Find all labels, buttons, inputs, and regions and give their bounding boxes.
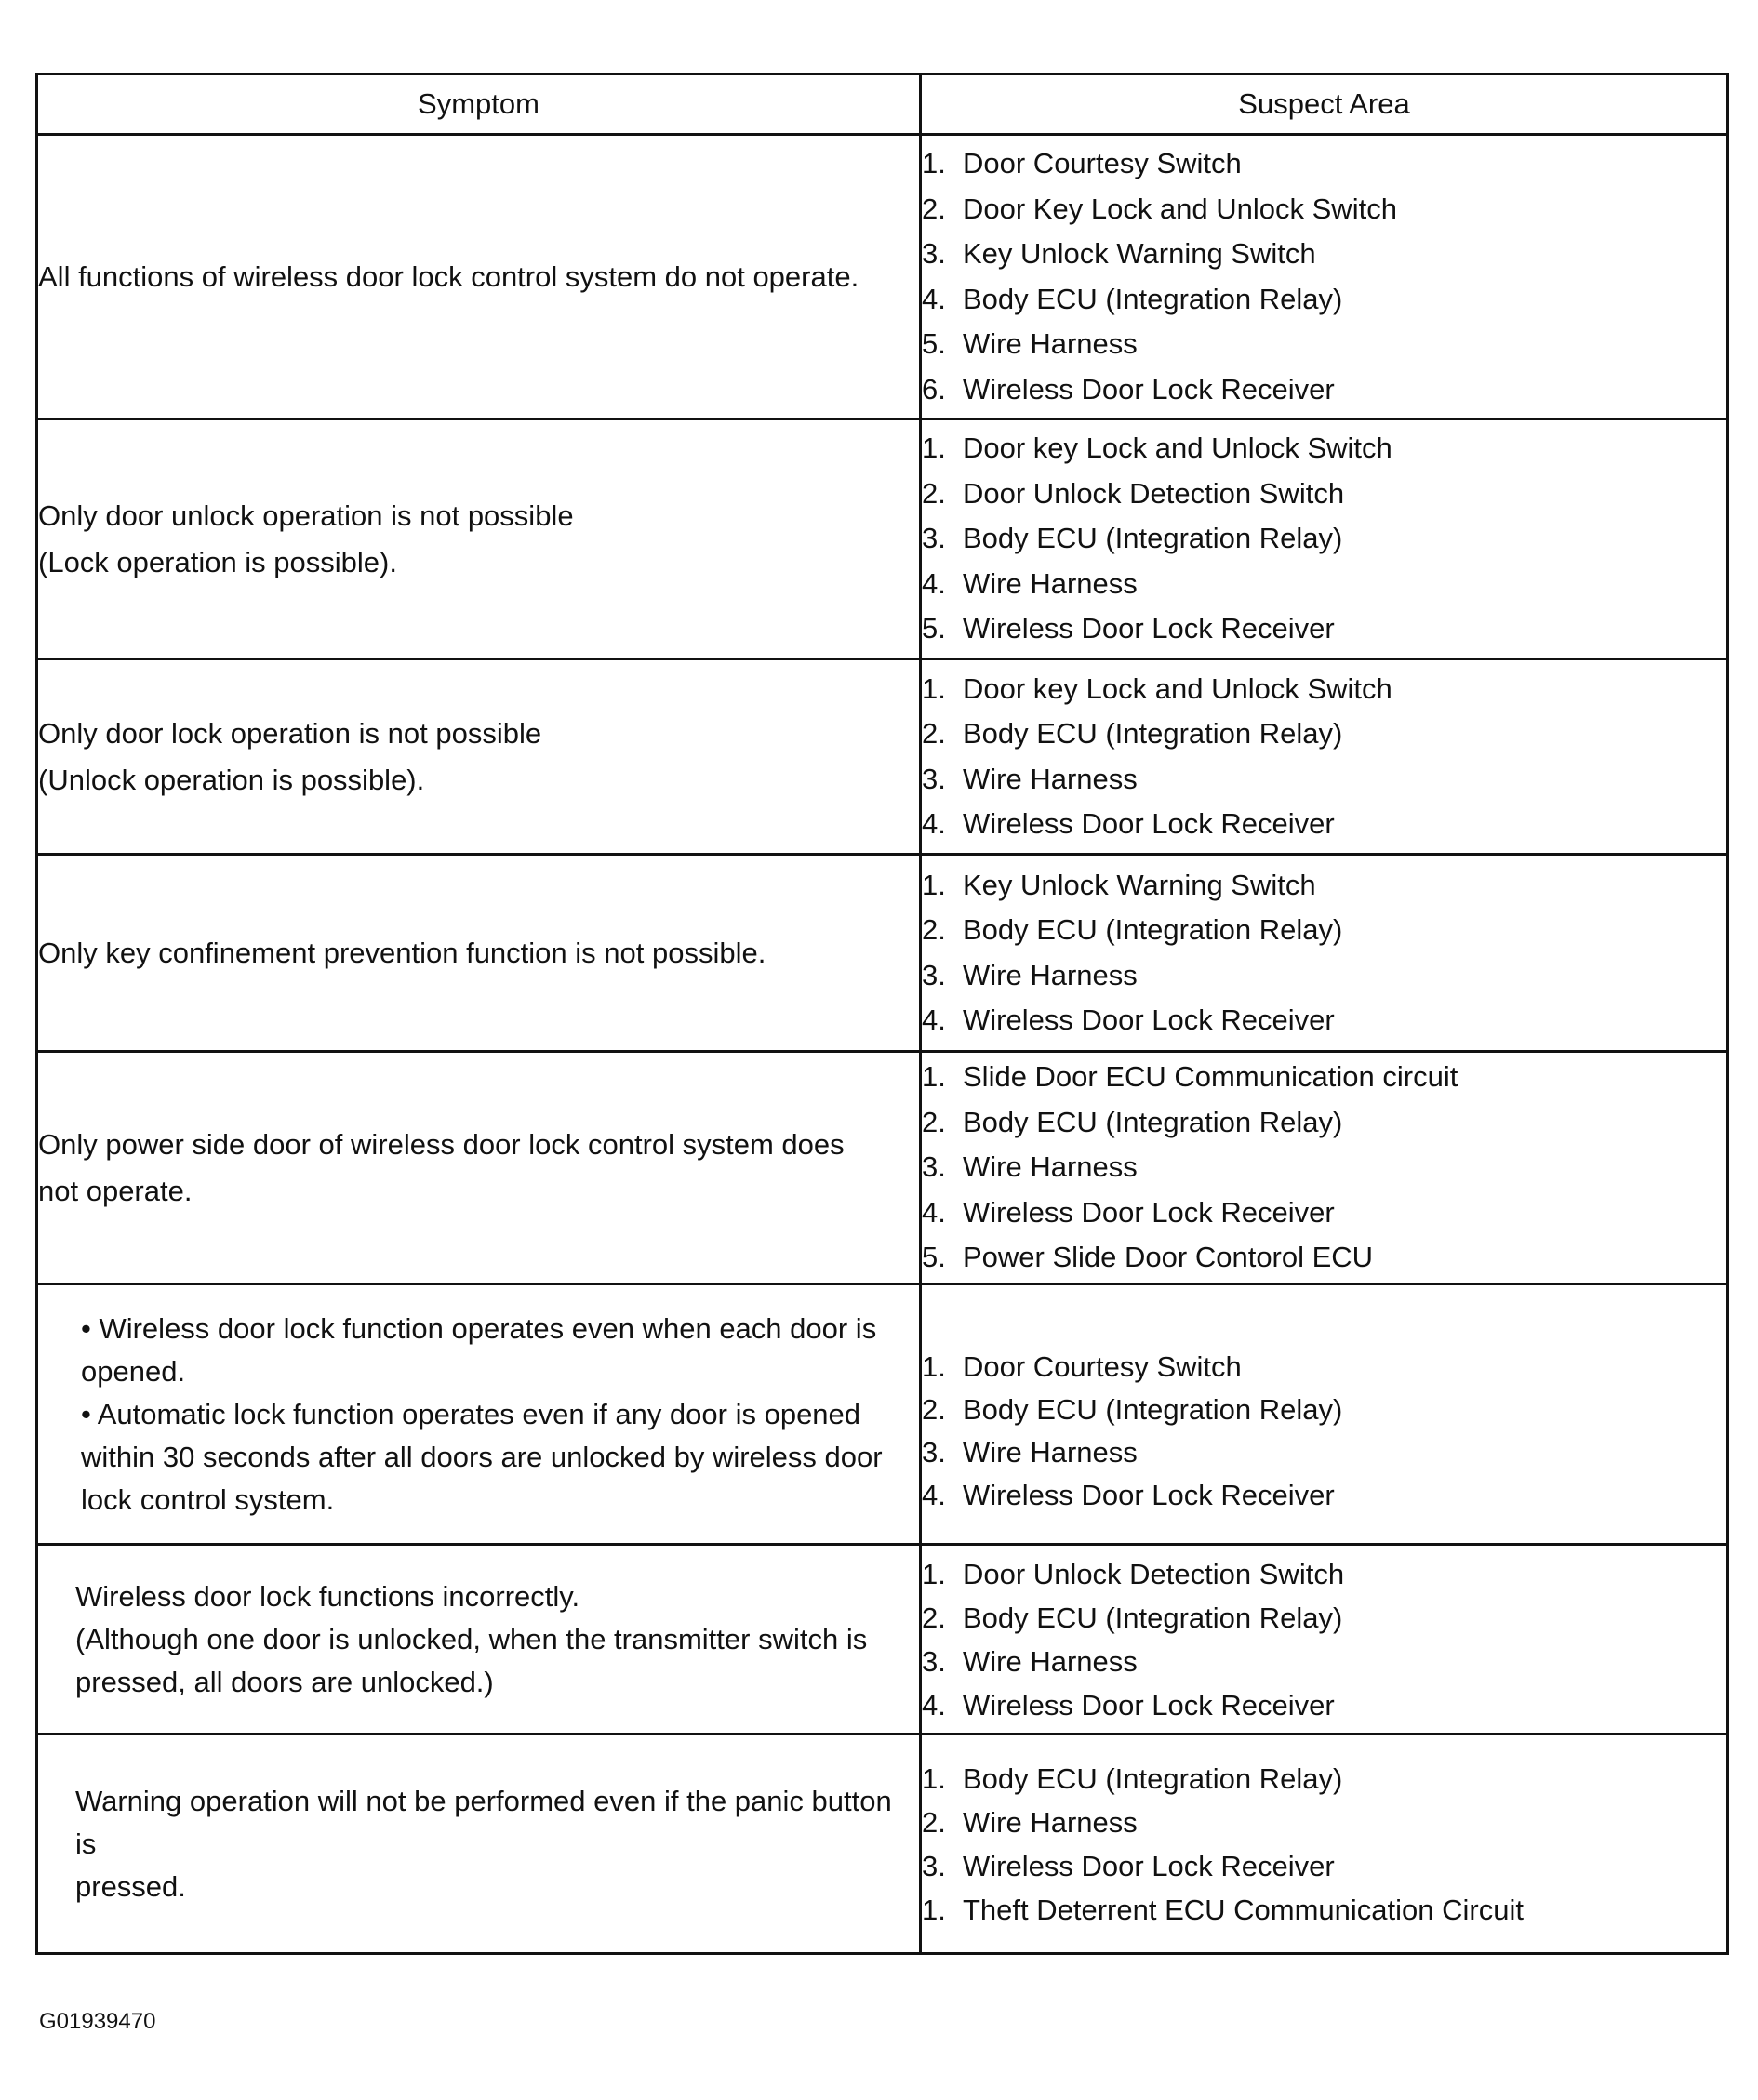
suspect-list xyxy=(922,1757,1726,1932)
symptom-text: opened. xyxy=(81,1354,186,1388)
table-row xyxy=(37,659,1728,855)
suspect-item: 3. Body ECU (Integration Relay) xyxy=(922,522,1343,555)
suspect-item: 2. Body ECU (Integration Relay) xyxy=(922,717,1343,750)
suspect-item: 5. Wireless Door Lock Receiver xyxy=(922,612,1335,645)
symptom-text: within 30 seconds after all doors are unlocked by wireless door xyxy=(81,1440,883,1473)
symptom-text: Wireless door lock functions incorrectly. xyxy=(75,1579,580,1613)
symptom-text: • Automatic lock function operates even if any door is opened xyxy=(81,1397,861,1430)
figure-id: G01939470 xyxy=(39,2009,156,2034)
header-suspect-area: Suspect Area xyxy=(921,74,1728,135)
suspect-list xyxy=(922,1312,1726,1517)
symptom-cell xyxy=(37,1052,921,1284)
suspect-item: 4. Wireless Door Lock Receiver xyxy=(922,807,1335,840)
symptom-text: Only key confinement prevention function is not possible. xyxy=(38,936,766,969)
diagnosis-table-wrapper xyxy=(35,73,1726,1955)
header-symptom: Symptom xyxy=(37,74,921,135)
symptom-text: • Wireless door lock function operates even when each door is xyxy=(81,1311,877,1345)
symptom-cell xyxy=(37,855,921,1052)
symptom-suspect-table xyxy=(35,73,1729,1955)
suspect-item: 1. Slide Door ECU Communication circuit xyxy=(922,1060,1458,1094)
symptom-cell xyxy=(37,419,921,659)
table-row xyxy=(37,1284,1728,1545)
table-row xyxy=(37,419,1728,659)
suspect-item: 4. Body ECU (Integration Relay) xyxy=(922,282,1343,315)
symptom-text: (Lock operation is possible). xyxy=(38,545,397,578)
suspect-item: 2. Body ECU (Integration Relay) xyxy=(922,1105,1343,1138)
suspect-item: 3. Wire Harness xyxy=(922,1150,1138,1184)
table-row xyxy=(37,855,1728,1052)
suspect-item: 4. Wireless Door Lock Receiver xyxy=(922,1688,1335,1721)
suspect-item: 1. Door key Lock and Unlock Switch xyxy=(922,432,1392,465)
suspect-list xyxy=(922,426,1726,652)
suspect-list xyxy=(922,863,1726,1043)
suspect-item: 2. Door Unlock Detection Switch xyxy=(922,476,1345,510)
suspect-cell xyxy=(921,659,1728,855)
suspect-item: 1. Theft Deterrent ECU Communication Circuit xyxy=(922,1893,1524,1926)
suspect-cell xyxy=(921,855,1728,1052)
symptom-text: All functions of wireless door lock control system do not operate. xyxy=(38,259,859,293)
suspect-item: 3. Wire Harness xyxy=(922,958,1138,991)
suspect-cell xyxy=(921,419,1728,659)
suspect-cell xyxy=(921,135,1728,419)
suspect-item: 3. Wire Harness xyxy=(922,1644,1138,1678)
suspect-item: 2. Wire Harness xyxy=(922,1805,1138,1839)
suspect-list xyxy=(922,1055,1726,1281)
suspect-cell xyxy=(921,1734,1728,1954)
suspect-item: 2. Door Key Lock and Unlock Switch xyxy=(922,192,1397,225)
suspect-item: 3. Key Unlock Warning Switch xyxy=(922,237,1316,270)
table-row xyxy=(37,1052,1728,1284)
suspect-list xyxy=(922,667,1726,847)
symptom-text: Only power side door of wireless door lock control system does xyxy=(38,1127,845,1161)
suspect-item: 5. Power Slide Door Contorol ECU xyxy=(922,1241,1374,1274)
suspect-item: 2. Body ECU (Integration Relay) xyxy=(922,1601,1343,1634)
symptom-text: pressed. xyxy=(75,1869,186,1903)
symptom-text: (Although one door is unlocked, when the transmitter switch is xyxy=(75,1622,868,1655)
symptom-cell xyxy=(37,1734,921,1954)
symptom-cell xyxy=(37,135,921,419)
table-row xyxy=(37,1734,1728,1954)
symptom-cell xyxy=(37,1284,921,1545)
table-header-row xyxy=(37,74,1728,135)
suspect-list xyxy=(922,1552,1726,1727)
suspect-item: 4. Wireless Door Lock Receiver xyxy=(922,1478,1335,1511)
symptom-text: not operate. xyxy=(38,1174,193,1207)
suspect-item: 1. Door Unlock Detection Switch xyxy=(922,1557,1345,1590)
symptom-text: Warning operation will not be performed even if the panic button is xyxy=(75,1784,892,1860)
table-body xyxy=(37,135,1728,1954)
suspect-item: 1. Door Courtesy Switch xyxy=(922,1349,1242,1383)
symptom-cell xyxy=(37,1545,921,1734)
suspect-item: 3. Wireless Door Lock Receiver xyxy=(922,1849,1335,1882)
symptom-text: lock control system. xyxy=(81,1482,335,1516)
suspect-item: 1. Key Unlock Warning Switch xyxy=(922,868,1316,901)
symptom-text: Only door unlock operation is not possible xyxy=(38,498,574,532)
symptom-cell xyxy=(37,659,921,855)
suspect-item: 4. Wire Harness xyxy=(922,566,1138,600)
table-row xyxy=(37,1545,1728,1734)
suspect-item: 3. Wire Harness xyxy=(922,762,1138,795)
suspect-item: 5. Wire Harness xyxy=(922,327,1138,360)
suspect-cell xyxy=(921,1284,1728,1545)
suspect-item: 6. Wireless Door Lock Receiver xyxy=(922,372,1335,405)
suspect-item: 1. Door key Lock and Unlock Switch xyxy=(922,671,1392,705)
suspect-item: 3. Wire Harness xyxy=(922,1435,1138,1469)
suspect-item: 2. Body ECU (Integration Relay) xyxy=(922,1392,1343,1426)
suspect-item: 1. Body ECU (Integration Relay) xyxy=(922,1761,1343,1795)
suspect-list xyxy=(922,141,1726,412)
suspect-item: 4. Wireless Door Lock Receiver xyxy=(922,1003,1335,1036)
symptom-text: Only door lock operation is not possible xyxy=(38,716,542,750)
symptom-text: (Unlock operation is possible). xyxy=(38,763,425,796)
table-row xyxy=(37,135,1728,419)
suspect-item: 2. Body ECU (Integration Relay) xyxy=(922,913,1343,946)
suspect-item: 4. Wireless Door Lock Receiver xyxy=(922,1195,1335,1229)
suspect-cell xyxy=(921,1545,1728,1734)
symptom-text: pressed, all doors are unlocked.) xyxy=(75,1665,494,1698)
suspect-cell xyxy=(921,1052,1728,1284)
suspect-item: 1. Door Courtesy Switch xyxy=(922,147,1242,179)
